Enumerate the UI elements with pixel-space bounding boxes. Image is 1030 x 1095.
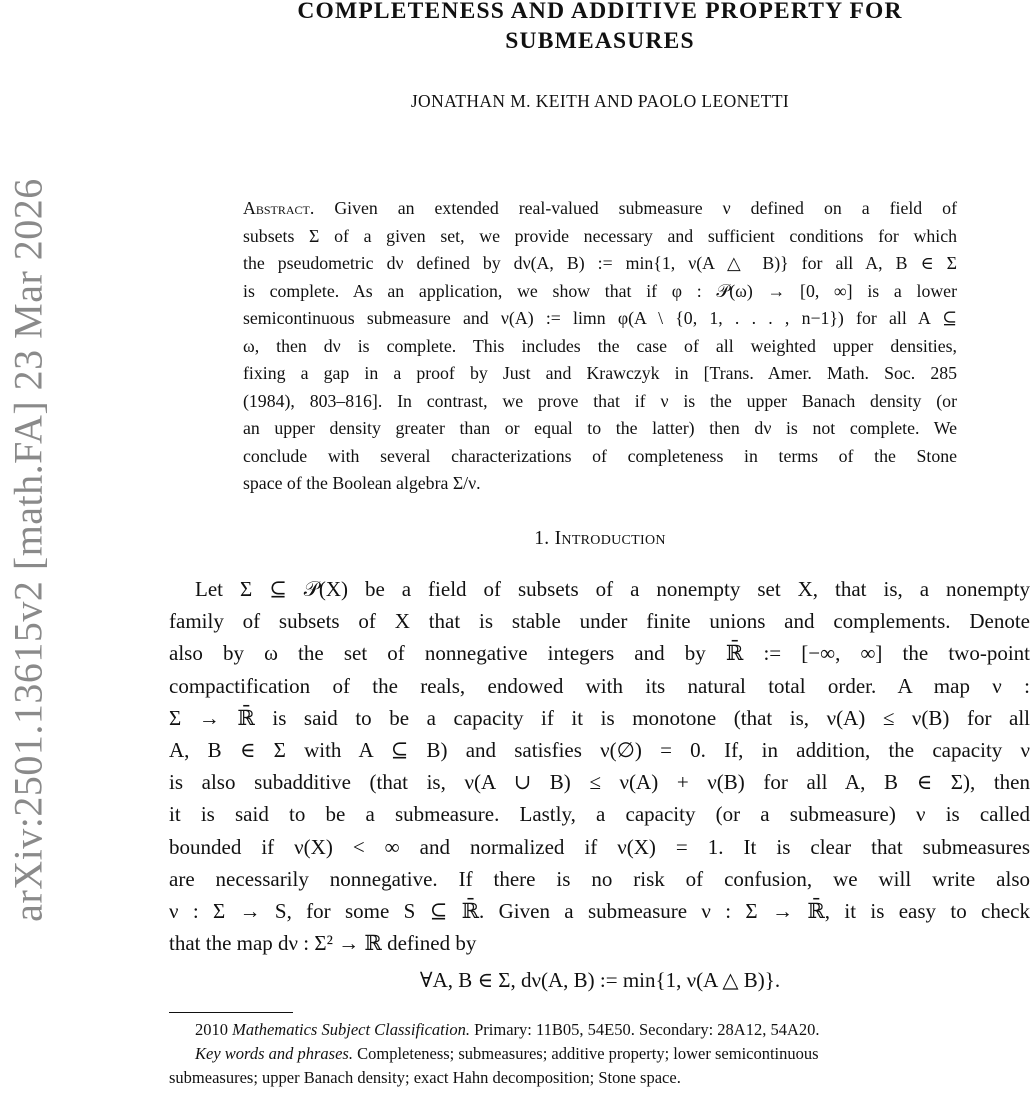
paragraph-line: Σ → ℝ̄ is said to be a capacity if it is monotone (that is, ν(A) ≤ ν(B) for all <box>169 705 1030 730</box>
abstract-line: space of the Boolean algebra Σ/ν. <box>243 473 481 493</box>
abstract-line: is complete. As an application, we show that if φ : 𝒫(ω) → [0, ∞] is a lower <box>243 280 957 301</box>
arxiv-sidebar <box>0 150 51 950</box>
abstract-heading: Abstract. <box>243 198 315 218</box>
section-number: 1. <box>534 528 550 549</box>
section-title: Introduction <box>554 528 666 549</box>
abstract-line: the pseudometric dν defined by dν(A, B) := min{1, ν(A △ B)} for all A, B ∈ Σ <box>243 253 957 273</box>
abstract-line: semicontinuous submeasure and ν(A) := limn φ(A \ {0, 1, . . . , n−1}) for all A ⊆ <box>243 308 957 328</box>
arxiv-identifier: arXiv:2501.13615v2 [math.FA] 23 Mar 2026 <box>5 178 51 922</box>
display-equation: ∀A, B ∈ Σ, dν(A, B) := min{1, ν(A △ B)}. <box>419 968 781 992</box>
abstract-line: conclude with several characterizations of completeness in terms of the Stone <box>243 445 957 466</box>
paragraph-line: compactification of the reals, endowed with its natural total order. A map ν : <box>169 673 1030 698</box>
msc-text: Primary: 11B05, 54E50. Secondary: 28A12, 54A20. <box>474 1020 820 1039</box>
paper-authors: JONATHAN M. KEITH AND PAOLO LEONETTI <box>410 91 790 111</box>
paragraph-line: are necessarily nonnegative. If there is no risk of confusion, we will write also <box>169 866 1030 891</box>
title-line-1: COMPLETENESS AND ADDITIVE PROPERTY FOR <box>297 0 903 24</box>
paragraph-line: ν : Σ → S, for some S ⊆ ℝ̄. Given a submeasure ν : Σ → ℝ̄, it is easy to check <box>169 898 1030 923</box>
footnotes <box>169 1018 1030 1090</box>
footnote-rule <box>169 1012 293 1013</box>
abstract-line: fixing a gap in a proof by Just and Krawczyk in [Trans. Amer. Math. Soc. 285 <box>243 363 957 383</box>
keywords-label: Key words and phrases. <box>195 1044 353 1063</box>
paragraph-line: A, B ∈ Σ with A ⊆ B) and satisfies ν(∅) = 0. If, in addition, the capacity ν <box>169 737 1030 762</box>
title-line-2: SUBMEASURES <box>505 28 695 54</box>
msc-footnote <box>169 1018 1030 1042</box>
abstract-line: ω, then dν is complete. This includes the case of all weighted upper densities, <box>243 335 957 356</box>
paragraph-line: family of subsets of X that is stable under finite unions and complements. Denote <box>169 609 1030 634</box>
paragraph-line: bounded if ν(X) < ∞ and normalized if ν(X) = 1. It is clear that submeasures <box>169 834 1030 859</box>
abstract-line: subsets Σ of a given set, we provide necessary and sufficient conditions for which <box>243 225 957 246</box>
abstract-line: Abstract. Given an extended real-valued submeasure ν defined on a field of <box>243 198 957 218</box>
abstract-line: an upper density greater than or equal to the latter) then dν is not complete. We <box>243 418 957 438</box>
abstract-line: (1984), 803–816]. In contrast, we prove that if ν is the upper Banach density (or <box>243 390 957 411</box>
msc-year: 2010 <box>195 1020 228 1039</box>
introduction-paragraph <box>169 573 1030 959</box>
paragraph-line: Let Σ ⊆ 𝒫(X) be a field of subsets of a nonempty set X, that is, a nonempty <box>195 577 1030 601</box>
paragraph-line: is also subadditive (that is, ν(A ∪ B) ≤ ν(A) + ν(B) for all A, B ∈ Σ), then <box>169 770 1030 795</box>
keywords-text: Completeness; submeasures; additive property; lower semicontinuous <box>357 1044 819 1063</box>
keywords-continuation: submeasures; upper Banach density; exact Hahn decomposition; Stone space. <box>169 1068 681 1087</box>
paper-title <box>170 0 1030 56</box>
keywords-footnote <box>169 1042 1030 1066</box>
paragraph-line: that the map dν : Σ² → ℝ defined by <box>169 931 477 956</box>
paragraph-line: also by ω the set of nonnegative integers and by ℝ̄ := [−∞, ∞] the two-point <box>169 641 1030 666</box>
abstract <box>243 195 957 498</box>
section-heading <box>170 528 1030 550</box>
paragraph-line: it is said to be a submeasure. Lastly, a capacity (or a submeasure) ν is called <box>169 802 1030 827</box>
msc-label: Mathematics Subject Classification. <box>232 1020 470 1039</box>
